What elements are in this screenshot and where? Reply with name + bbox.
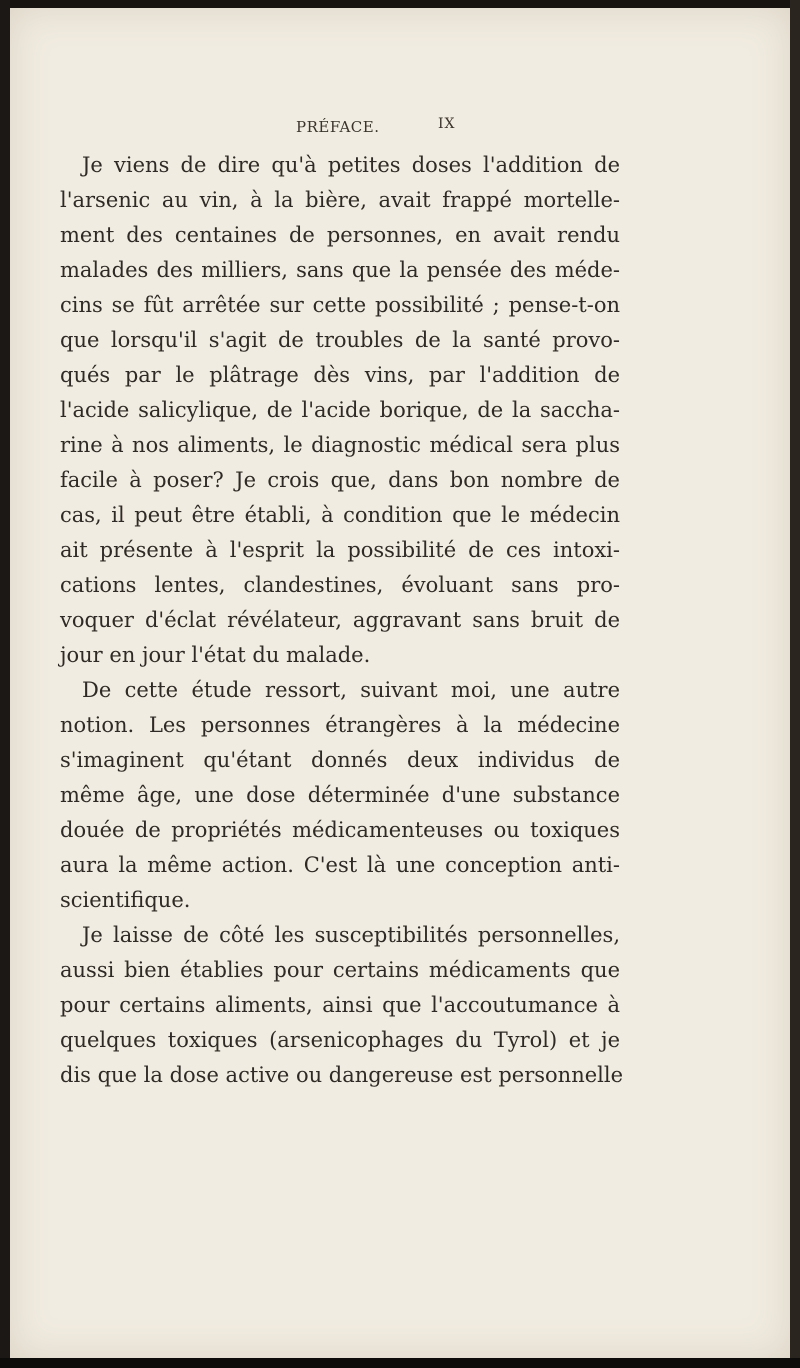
text-line: ment des centaines de personnes, en avait rendu xyxy=(60,223,620,247)
text-line: ait présente à l'esprit la possibilité de ces intoxi- xyxy=(60,538,620,562)
text-line: pour certains aliments, ainsi que l'accoutumance à xyxy=(60,993,620,1017)
text-line: l'arsenic au vin, à la bière, avait frappé mortelle- xyxy=(60,188,620,212)
text-line: cas, il peut être établi, à condition que le médecin xyxy=(60,503,620,527)
text-line: l'acide salicylique, de l'acide borique, de la saccha- xyxy=(60,398,620,422)
text-line: jour en jour l'état du malade. xyxy=(60,643,371,667)
scan-edge-right xyxy=(790,0,800,1368)
text-line: scientifique. xyxy=(60,888,191,912)
scan-edge-left xyxy=(0,0,10,1368)
page-number: IX xyxy=(438,116,456,132)
text-line: s'imaginent qu'étant donnés deux individus de xyxy=(60,748,620,772)
text-line: douée de propriétés médicamenteuses ou toxiques xyxy=(60,818,620,842)
text-line: Je viens de dire qu'à petites doses l'addition de xyxy=(82,153,620,177)
text-line: voquer d'éclat révélateur, aggravant sans bruit de xyxy=(60,608,620,632)
text-line: cations lentes, clandestines, évoluant sans pro- xyxy=(60,573,620,597)
text-line: notion. Les personnes étrangères à la médecine xyxy=(60,713,620,737)
text-line: aussi bien établies pour certains médicaments que xyxy=(60,958,620,982)
scan-edge-top xyxy=(0,0,800,8)
text-line: qués par le plâtrage dès vins, par l'addition de xyxy=(60,363,620,387)
text-line: même âge, une dose déterminée d'une substance xyxy=(60,783,620,807)
text-line: rine à nos aliments, le diagnostic médical sera plus xyxy=(60,433,620,457)
text-line: cins se fût arrêtée sur cette possibilité ; pense-t-on xyxy=(60,293,620,317)
page-header xyxy=(10,118,790,142)
text-line: facile à poser? Je crois que, dans bon nombre de xyxy=(60,468,620,492)
scan-edge-bottom xyxy=(0,1358,800,1368)
text-line: dis que la dose active ou dangereuse est personnelle xyxy=(60,1063,624,1087)
text-line: que lorsqu'il s'agit de troubles de la santé provo- xyxy=(60,328,620,352)
text-line: Je laisse de côté les susceptibilités personnelles, xyxy=(82,923,620,947)
text-line: malades des milliers, sans que la pensée des méde- xyxy=(60,258,620,282)
text-line: quelques toxiques (arsenicophages du Tyrol) et je xyxy=(60,1028,620,1052)
running-head: PRÉFACE. xyxy=(296,118,380,136)
body-text xyxy=(60,148,624,1093)
book-page xyxy=(10,8,790,1358)
text-line: De cette étude ressort, suivant moi, une autre xyxy=(82,678,620,702)
text-line: aura la même action. C'est là une conception anti- xyxy=(60,853,620,877)
